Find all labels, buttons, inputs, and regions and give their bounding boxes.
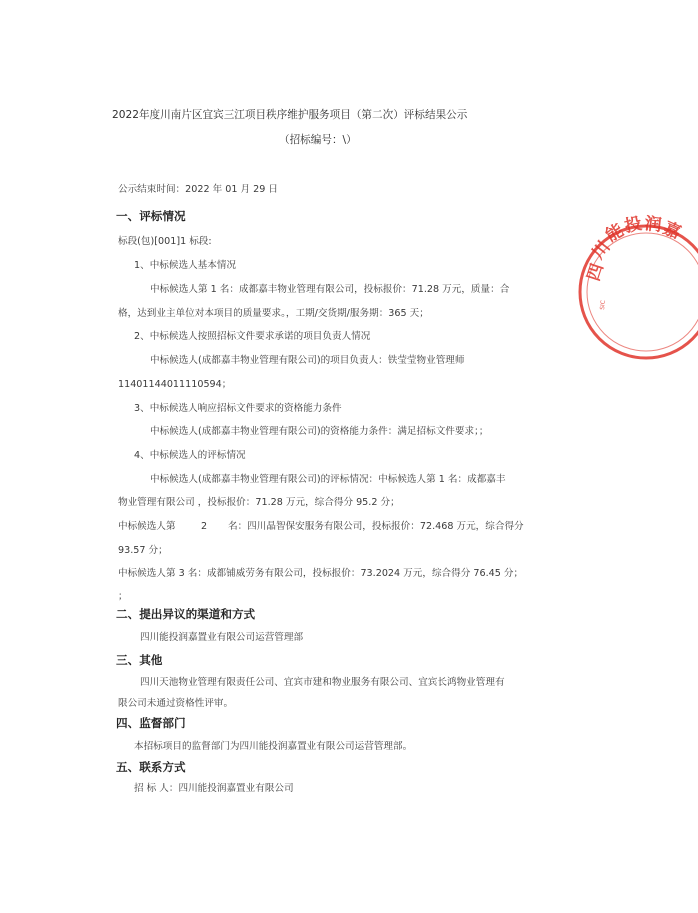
tenderer-contact: 招 标 人：四川能投润嘉置业有限公司 — [134, 783, 294, 794]
item4-title: 4、中标候选人的评标情况 — [134, 450, 246, 461]
document-title: 2022年度川南片区宜宾三江项目秩序维护服务项目（第二次）评标结果公示 — [112, 109, 468, 121]
candidate2-score: 93.57 分； — [118, 545, 168, 556]
svg-text:润: 润 — [643, 214, 663, 236]
tender-number: （招标编号：\） — [279, 134, 357, 146]
candidate2-prefix: 中标候选人第 — [118, 521, 176, 532]
section4-text: 本招标项目的监督部门为四川能投润嘉置业有限公司运营管理部。 — [134, 741, 413, 752]
candidate3-tail: ； — [118, 591, 128, 602]
candidate2-text: 名：四川晶智保安服务有限公司，投标报价：72.468 万元，综合得分 — [228, 521, 524, 532]
section5-heading: 五、联系方式 — [116, 760, 186, 774]
seal-small-text: SIC — [599, 299, 608, 311]
candidate2-rank: 2 — [201, 521, 208, 532]
item4-text-2: 物业管理有限公司 ，投标报价：71.28 万元，综合得分 95.2 分； — [118, 497, 400, 508]
item1-title: 1、中标候选人基本情况 — [134, 260, 237, 271]
lot-label: 标段(包)[001]1 标段: — [118, 236, 212, 247]
announce-end-date: 公示结束时间：2022 年 01 月 29 日 — [118, 184, 279, 195]
item2-text-2: 11401144011110594； — [118, 379, 232, 390]
section1-heading: 一、评标情况 — [116, 209, 186, 223]
section2-text: 四川能投润嘉置业有限公司运营管理部 — [140, 632, 304, 643]
svg-text:川: 川 — [588, 237, 615, 264]
section3-heading: 三、其他 — [116, 653, 163, 667]
item3-title: 3、中标候选人响应招标文件要求的资格能力条件 — [134, 403, 342, 414]
svg-text:投: 投 — [622, 213, 644, 237]
item3-text: 中标候选人(成都嘉丰物业管理有限公司)的资格能力条件：满足招标文件要求；； — [150, 426, 489, 437]
item4-text-1: 中标候选人(成都嘉丰物业管理有限公司)的评标情况：中标候选人第 1 名：成都嘉丰 — [150, 474, 506, 485]
svg-text:四: 四 — [583, 261, 609, 284]
candidate3-text: 中标候选人第 3 名：成都铺威劳务有限公司，投标报价：73.2024 万元，综合得分 76.45 分； — [118, 568, 524, 579]
item1-text-1: 中标候选人第 1 名：成都嘉丰物业管理有限公司，投标报价：71.28 万元，质量：合 — [150, 284, 510, 295]
svg-text:嘉: 嘉 — [659, 218, 684, 244]
section4-heading: 四、监督部门 — [116, 716, 186, 730]
section2-heading: 二、提出异议的渠道和方式 — [116, 607, 256, 621]
item2-title: 2、中标候选人按照招标文件要求承诺的项目负责人情况 — [134, 331, 371, 342]
seal-lettering — [584, 213, 684, 284]
section3-text-1: 四川天池物业管理有限责任公司、宜宾市建和物业服务有限公司、宜宾长鸿物业管理有 — [140, 677, 505, 688]
item2-text-1: 中标候选人(成都嘉丰物业管理有限公司)的项目负责人：铁莹莹物业管理师 — [150, 355, 465, 366]
item1-text-2: 格，达到业主单位对本项目的质量要求。，工期/交货期/服务期：365 天； — [118, 308, 429, 319]
section3-text-2: 限公司未通过资格性评审。 — [118, 698, 234, 709]
official-seal-stamp — [578, 213, 698, 366]
svg-text:能: 能 — [602, 220, 628, 247]
